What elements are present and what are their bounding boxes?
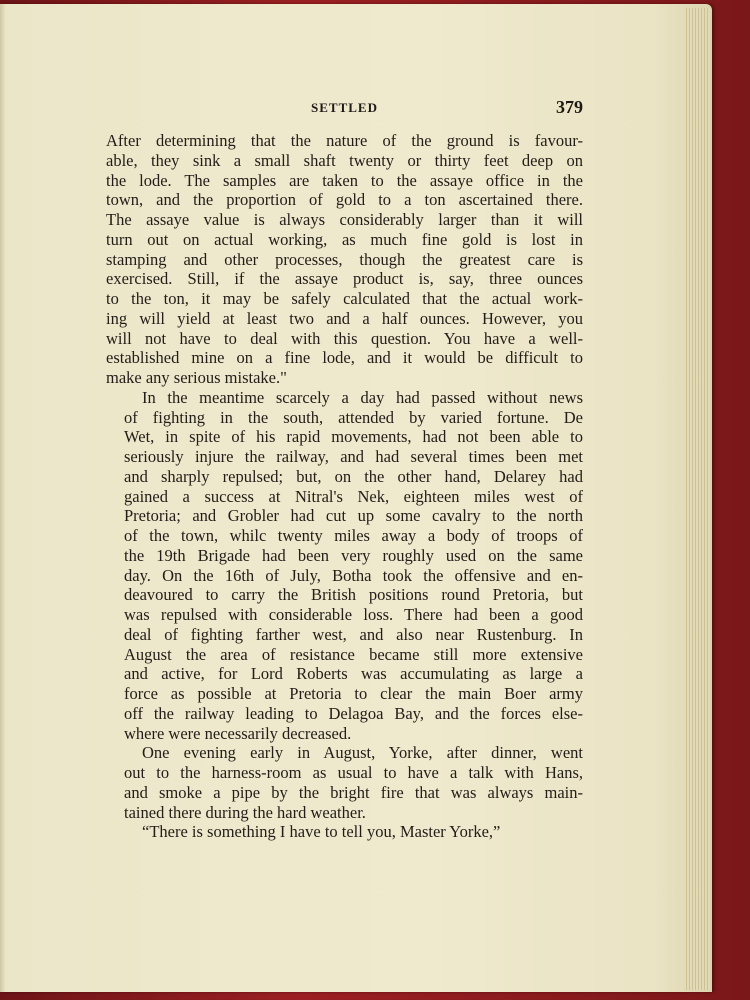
text-line: established mine on a fine lode, and it would be difficult to [106,348,583,368]
text-line: off the railway leading to Delagoa Bay, and the forces else- [124,703,583,723]
text-line: deal of fighting farther west, and also near Rustenburg. In [124,624,583,644]
paragraph [106,822,583,842]
text-line: exercised. Still, if the assaye product is, say, three ounces [106,269,583,289]
body-text [106,131,583,842]
page-gutter-shadow [0,4,6,992]
text-line: “There is something I have to tell you, Master Yorke,” [142,822,501,842]
page-header [106,97,583,124]
page-number: 379 [556,97,583,117]
text-line: and smoke a pipe by the bright fire that was always main- [124,782,583,802]
text-line: will not have to deal with this question. You have a well- [106,328,583,348]
paragraph [106,743,583,822]
text-line: The assaye value is always considerably larger than it will [106,210,583,229]
text-line: the lode. The samples are taken to the assaye office in the [106,170,583,190]
text-line: and active, for Lord Roberts was accumulating as large a [124,664,583,684]
text-line: town, and the proportion of gold to a ton ascertained there. [106,190,583,210]
text-line: and sharply repulsed; but, on the other hand, Delarey had [124,466,583,486]
text-line: After determining that the nature of the ground is favour- [106,131,583,150]
text-line: ing will yield at least two and a half ounces. However, you [106,308,583,328]
text-line: Pretoria; and Grobler had cut up some cavalry to the north [124,506,583,526]
text-line: was repulsed with considerable loss. There had been a good [124,605,583,624]
text-line: of the town, whilc twenty miles away a body of troops of [124,526,583,545]
text-line: turn out on actual working, as much fine gold is lost in [106,229,583,249]
text-line: Wet, in spite of his rapid movements, had not been able to [124,427,583,447]
text-line: tained there during the hard weather. [124,802,366,822]
text-line: stamping and other processes, though the greatest care is [106,249,583,269]
text-line: gained a success at Nitral's Nek, eighteen miles west of [124,486,583,506]
text-line: where were necessarily decreased. [124,723,352,743]
text-line: In the meantime scarcely a day had passed without news [142,387,583,407]
text-line: force as possible at Pretoria to clear the main Boer army [124,684,583,703]
text-line: seriously injure the railway, and had several times been met [124,447,583,466]
text-line: of fighting in the south, attended by varied fortune. De [124,407,583,427]
text-line: make any serious mistake." [106,368,287,387]
paragraph [106,388,583,744]
text-line: able, they sink a small shaft twenty or thirty feet deep on [106,150,583,170]
running-head: SETTLED [311,100,378,115]
text-line: August the area of resistance became still more extensive [124,644,583,664]
paragraph [106,131,583,388]
text-line: out to the harness-room as usual to have a talk with Hans, [124,763,583,782]
page-edges [684,8,710,990]
text-line: deavoured to carry the British positions round Pretoria, but [124,585,583,605]
text-line: to the ton, it may be safely calculated that the actual work- [106,289,583,308]
text-line: the 19th Brigade had been very roughly used on the same [124,545,583,565]
text-line: One evening early in August, Yorke, after dinner, went [142,743,583,763]
text-line: day. On the 16th of July, Botha took the offensive and en- [124,565,583,585]
